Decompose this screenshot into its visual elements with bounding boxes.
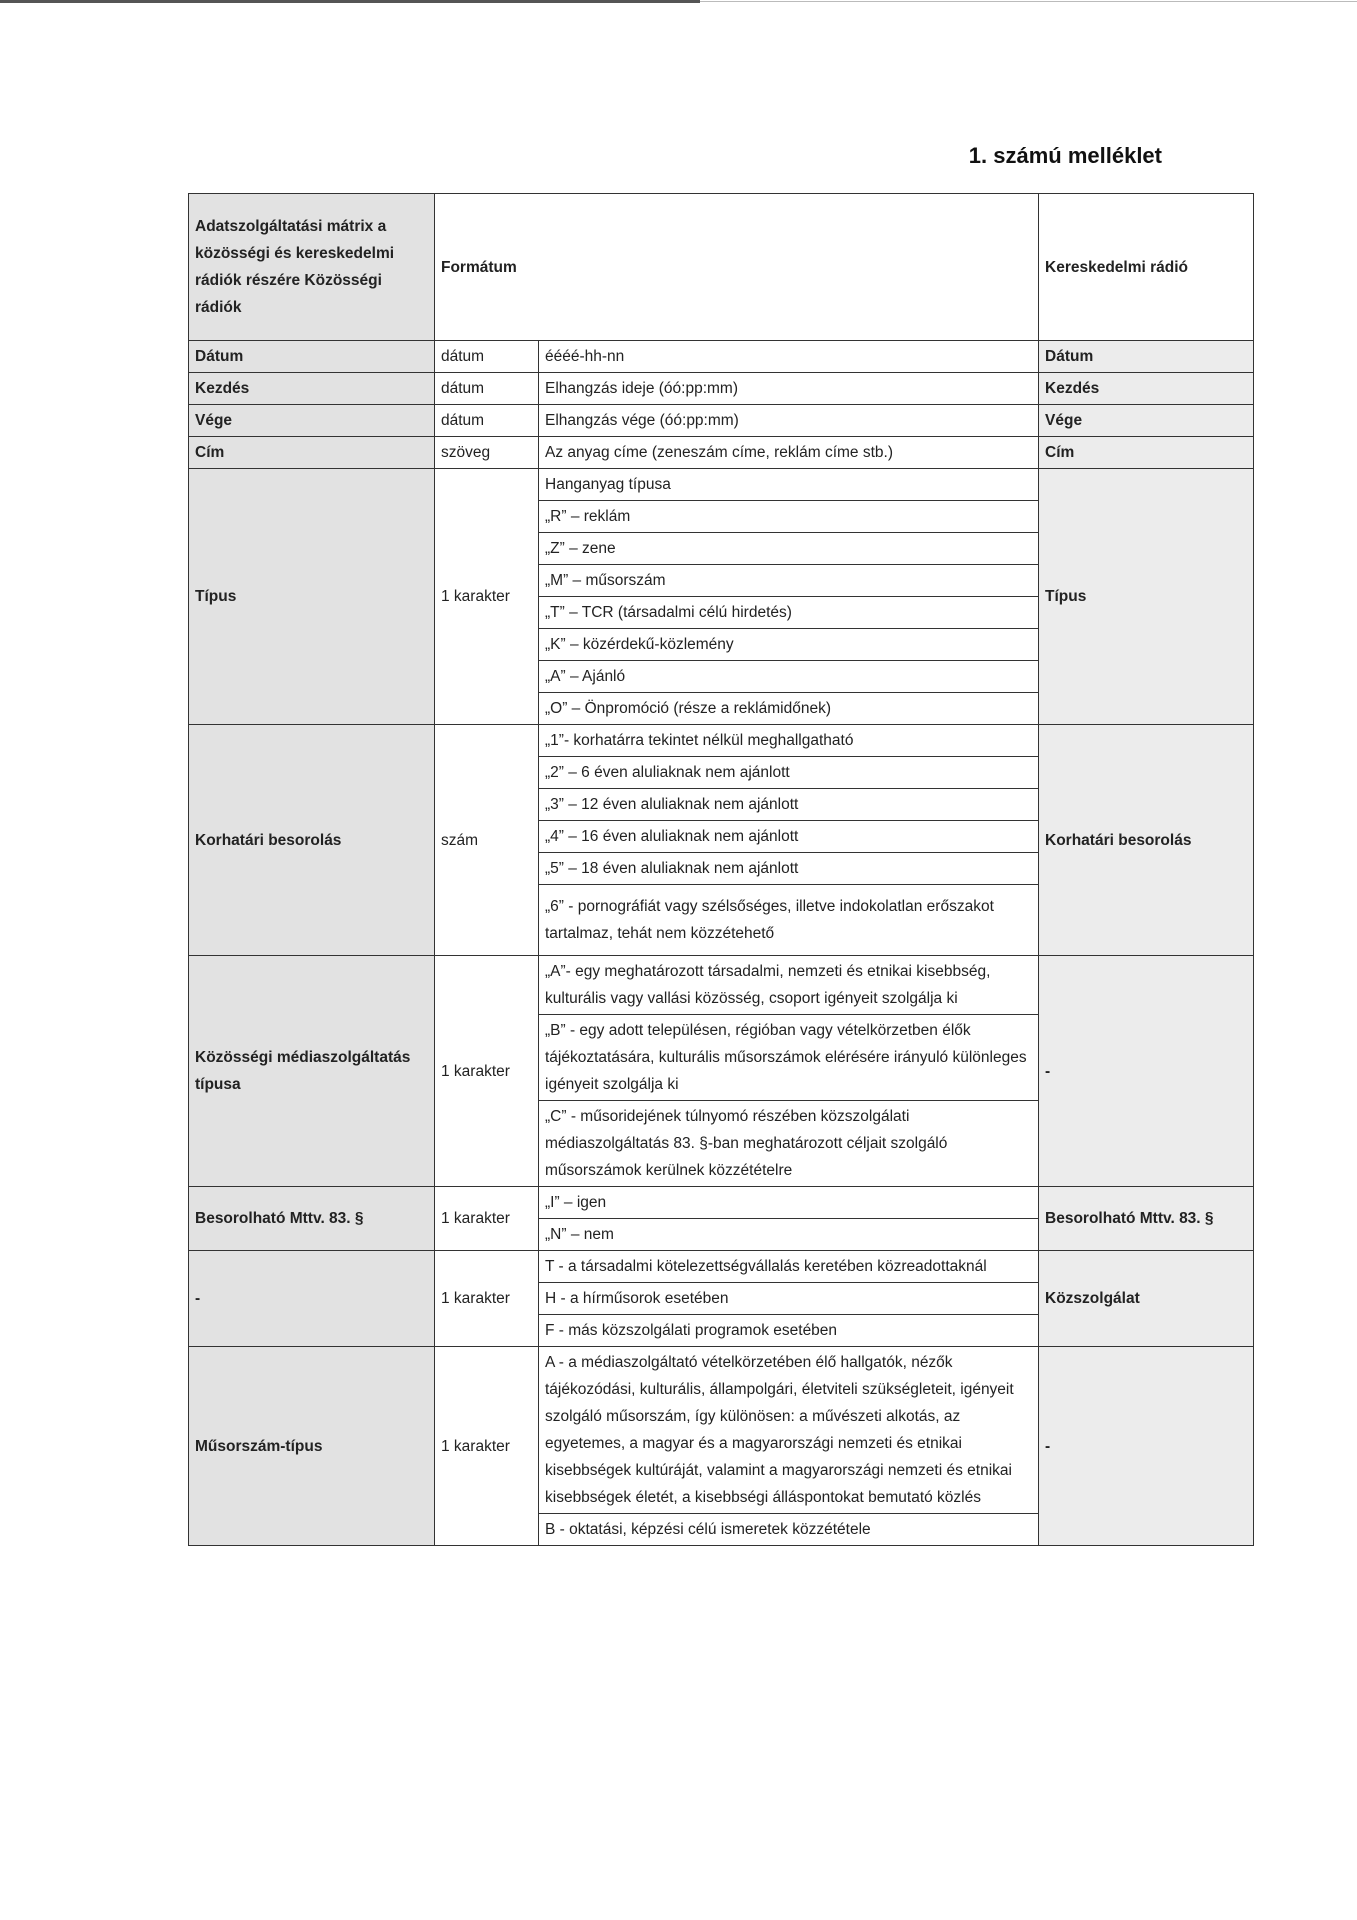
row-option: B - oktatási, képzési célú ismeretek közzététele <box>539 1514 1039 1546</box>
row-option: H - a hírműsorok esetében <box>539 1283 1039 1315</box>
row-right-label: Korhatári besorolás <box>1039 725 1254 956</box>
row-right-label: Besorolható Mttv. 83. § <box>1039 1187 1254 1251</box>
row-format: szöveg <box>435 437 539 469</box>
row-option: Hanganyag típusa <box>539 469 1039 501</box>
row-option: T - a társadalmi kötelezettségvállalás keretében közreadottaknál <box>539 1251 1039 1283</box>
row-name: Dátum <box>189 341 435 373</box>
row-right-label: - <box>1039 956 1254 1187</box>
row-option: „Z” – zene <box>539 533 1039 565</box>
row-option: „C” - műsoridejének túlnyomó részében közszolgálati médiaszolgáltatás 83. §-ban meghatározott céljait szolgáló műsorszámok kerülnek közzétételre <box>539 1101 1039 1187</box>
row-name: Korhatári besorolás <box>189 725 435 956</box>
row-right-label: Dátum <box>1039 341 1254 373</box>
row-right-label: Típus <box>1039 469 1254 725</box>
row-option: „R” – reklám <box>539 501 1039 533</box>
row-right-label: Cím <box>1039 437 1254 469</box>
row-right-label: Vége <box>1039 405 1254 437</box>
row-option: F - más közszolgálati programok esetében <box>539 1315 1039 1347</box>
row-option: „2” – 6 éven aluliaknak nem ajánlott <box>539 757 1039 789</box>
row-right-label: Kezdés <box>1039 373 1254 405</box>
row-option: „O” – Önpromóció (része a reklámidőnek) <box>539 693 1039 725</box>
row-korhatar <box>189 725 1254 757</box>
scan-edge <box>0 0 700 3</box>
row-description: Az anyag címe (zeneszám címe, reklám címe stb.) <box>539 437 1039 469</box>
scan-edge-faint <box>700 1 1357 2</box>
row-right-label: Közszolgálat <box>1039 1251 1254 1347</box>
header-row <box>189 194 1254 341</box>
row-option: „I” – igen <box>539 1187 1039 1219</box>
row-option: „5” – 18 éven aluliaknak nem ajánlott <box>539 853 1039 885</box>
annex-label: 1. számú melléklet <box>968 143 1162 168</box>
row-format: 1 karakter <box>435 956 539 1187</box>
row-format: dátum <box>435 373 539 405</box>
row-option: „3” – 12 éven aluliaknak nem ajánlott <box>539 789 1039 821</box>
data-matrix-table <box>188 193 1254 1546</box>
row-format: 1 karakter <box>435 469 539 725</box>
row-kozossegi <box>189 956 1254 1015</box>
header-commercial-radio: Kereskedelmi rádió <box>1039 194 1254 341</box>
row-vege <box>189 405 1254 437</box>
row-format: 1 karakter <box>435 1251 539 1347</box>
row-datum <box>189 341 1254 373</box>
row-name: Típus <box>189 469 435 725</box>
row-format: 1 karakter <box>435 1347 539 1546</box>
row-besorolhato <box>189 1187 1254 1219</box>
row-option: „A”- egy meghatározott társadalmi, nemzeti és etnikai kisebbség, kulturális vagy vallási közösség, csoport igényeit szolgálja ki <box>539 956 1039 1015</box>
row-description: éééé-hh-nn <box>539 341 1039 373</box>
row-format: szám <box>435 725 539 956</box>
row-name: Kezdés <box>189 373 435 405</box>
row-name: Besorolható Mttv. 83. § <box>189 1187 435 1251</box>
row-right-label: - <box>1039 1347 1254 1546</box>
row-option: „A” – Ajánló <box>539 661 1039 693</box>
row-option: A - a médiaszolgáltató vételkörzetében élő hallgatók, nézők tájékozódási, kulturális, állampolgári, életviteli szükségleteit, igényeit szolgáló műsorszám, így különösen: a művészeti alkotás, az egyetemes, a magyar és a magyarországi nemzeti és etnikai kisebbségek kultúráját, valamint a magyarországi nemzeti és etnikai kisebbségek életét, a kisebbségi álláspontokat bemutató közlés <box>539 1347 1039 1514</box>
row-description: Elhangzás vége (óó:pp:mm) <box>539 405 1039 437</box>
row-option: „1”- korhatárra tekintet nélkül meghallgatható <box>539 725 1039 757</box>
header-format: Formátum <box>435 194 1039 341</box>
row-option: „T” – TCR (társadalmi célú hirdetés) <box>539 597 1039 629</box>
row-format: dátum <box>435 405 539 437</box>
row-name: Vége <box>189 405 435 437</box>
row-option: „B” - egy adott településen, régióban vagy vételkörzetben élők tájékoztatására, kulturális műsorszámok elérésére irányuló különleges igényeit szolgálja ki <box>539 1015 1039 1101</box>
row-kozszolgalat <box>189 1251 1254 1283</box>
row-option: „6” - pornográfiát vagy szélsőséges, illetve indokolatlan erőszakot tartalmaz, tehát nem közzétehető <box>539 885 1039 956</box>
row-name: Cím <box>189 437 435 469</box>
row-cim <box>189 437 1254 469</box>
row-description: Elhangzás ideje (óó:pp:mm) <box>539 373 1039 405</box>
row-option: „K” – közérdekű-közlemény <box>539 629 1039 661</box>
row-name: Közösségi médiaszolgáltatás típusa <box>189 956 435 1187</box>
row-format: dátum <box>435 341 539 373</box>
row-tipus <box>189 469 1254 501</box>
row-option: „4” – 16 éven aluliaknak nem ajánlott <box>539 821 1039 853</box>
row-format: 1 karakter <box>435 1187 539 1251</box>
row-option: „M” – műsorszám <box>539 565 1039 597</box>
header-matrix-title: Adatszolgáltatási mátrix a közösségi és kereskedelmi rádiók részére Közösségi rádiók <box>189 194 435 341</box>
row-option: „N” – nem <box>539 1219 1039 1251</box>
row-musorszam <box>189 1347 1254 1514</box>
row-kezdes <box>189 373 1254 405</box>
row-name: - <box>189 1251 435 1347</box>
row-name: Műsorszám-típus <box>189 1347 435 1546</box>
